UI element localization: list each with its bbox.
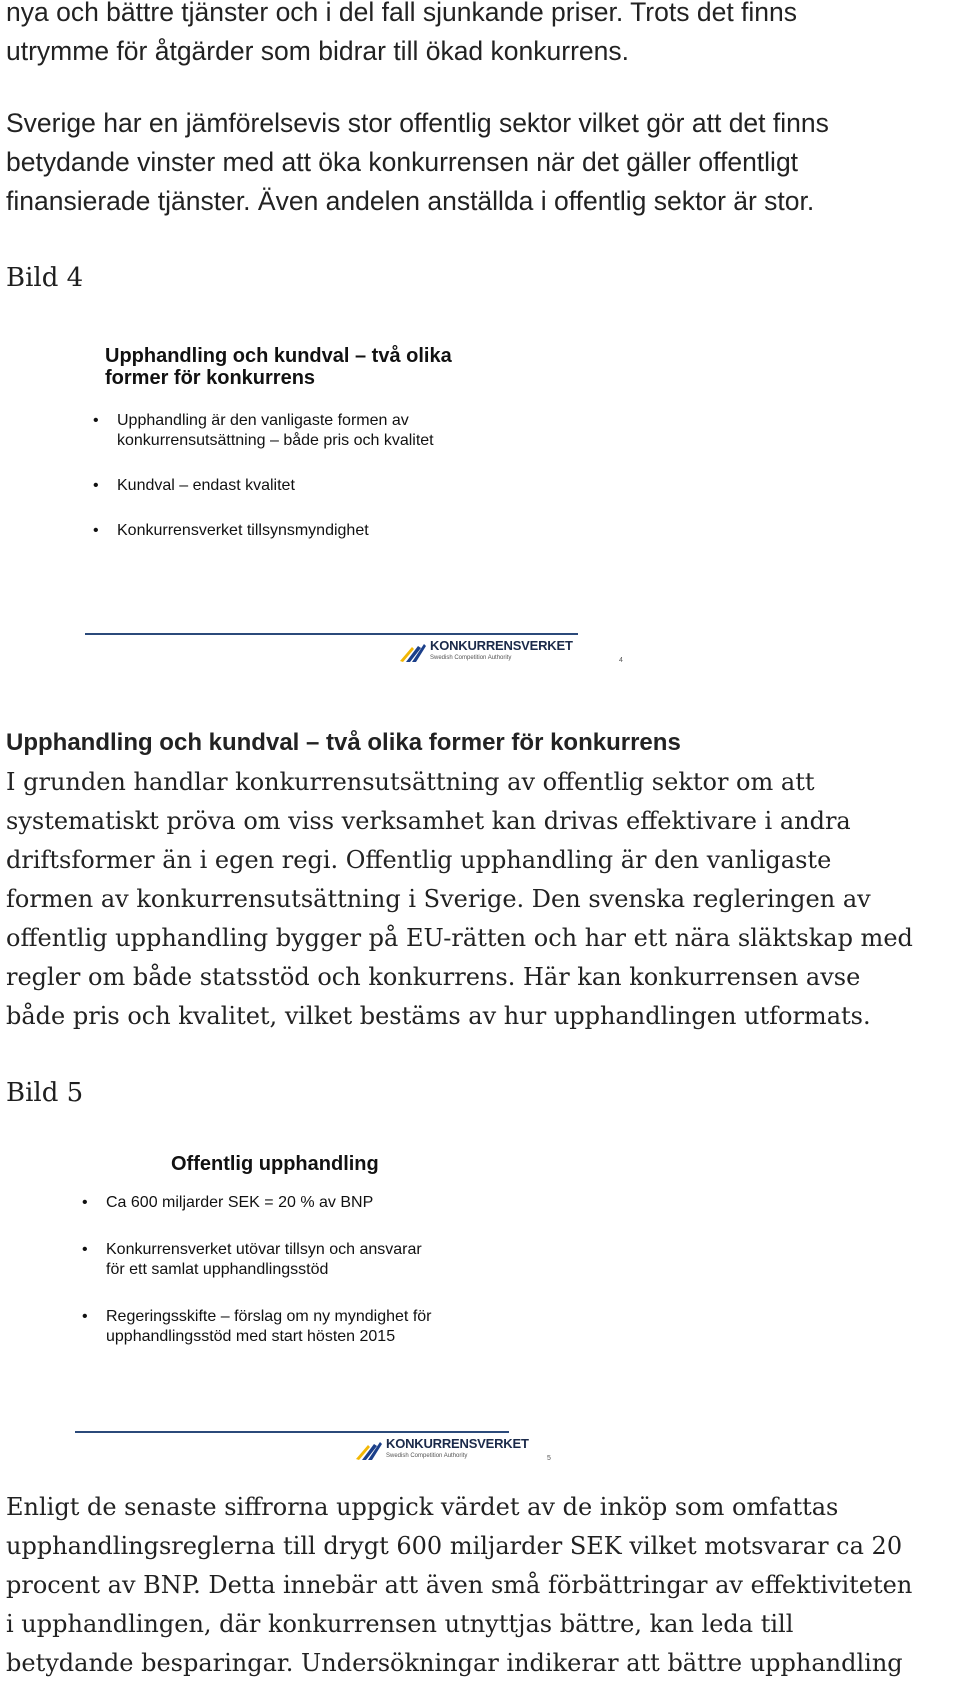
slide-bullet-item [82,1240,422,1280]
bullet-line: upphandlingsstöd med start hösten 2015 [106,1328,396,1345]
bullet-dot-icon: • [93,477,99,494]
text-line: offentlig upphandling bygger på EU-rätten och har ett nära släktskap med [6,924,913,952]
text-line: upphandlingsreglerna till drygt 600 miljarder SEK vilket motsvarar ca 20 [6,1532,903,1560]
bullet-line: Konkurrensverket tillsynsmyndighet [117,522,369,539]
section-title: Upphandling och kundval – två olika former för konkurrens [6,729,681,756]
text-line: utrymme för åtgärder som bidrar till ökad konkurrens. [6,36,629,66]
text-line: Enligt de senaste siffrorna uppgick värdet av de inköp som omfattas [6,1493,839,1521]
konkurrensverket-logo-icon [354,1439,384,1461]
bullet-dot-icon: • [82,1241,88,1258]
bullet-dot-icon: • [82,1194,88,1211]
slide-page-number: 4 [619,657,623,664]
text-line: finansierade tjänster. Även andelen anställda i offentlig sektor är stor. [6,186,815,216]
bullet-dot-icon: • [93,412,99,429]
text-line: I grunden handlar konkurrensutsättning av offentlig sektor om att [6,768,815,796]
text-line: formen av konkurrensutsättning i Sverige. Den svenska regleringen av [6,885,871,913]
bullet-line: för ett samlat upphandlingsstöd [106,1261,329,1278]
bullet-line: konkurrensutsättning – både pris och kvalitet [117,432,434,449]
bullet-dot-icon: • [82,1308,88,1325]
bullet-line: Regeringsskifte – förslag om ny myndighet för [106,1308,432,1325]
text-line: nya och bättre tjänster och i del fall sjunkande priser. Trots det finns [6,0,798,27]
bullet-line: Kundval – endast kvalitet [117,477,295,494]
text-line: systematiskt pröva om viss verksamhet kan drivas effektivare i andra [6,807,851,835]
bild5-heading: Bild 5 [6,1078,84,1108]
slide-title-line: former för konkurrens [105,367,316,389]
text-line: i upphandlingen, där konkurrensen utnyttjas bättre, kan leda till [6,1610,794,1638]
slide-bullet-item [82,1307,431,1347]
text-line: betydande besparingar. Undersökningar indikerar att bättre upphandling [6,1649,903,1677]
slide-title-line: Upphandling och kundval – två olika [105,345,452,367]
bullet-dot-icon: • [93,522,99,539]
slide-5-logo [354,1438,529,1462]
logo-name: KONKURRENSVERKET [430,638,573,653]
text-line: Sverige har en jämförelsevis stor offentlig sektor vilket gör att det finns [6,108,829,138]
slide-5-divider [75,1431,509,1433]
text-line: regler om både statsstöd och konkurrens. Här kan konkurrensen avse [6,963,861,991]
text-line: driftsformer än i egen regi. Offentlig upphandling är den vanligaste [6,846,832,874]
text-line: betydande vinster med att öka konkurrensen när det gäller offentligt [6,147,799,177]
text-line: procent av BNP. Detta innebär att även små förbättringar av effektiviteten [6,1571,913,1599]
closing-paragraph [6,1488,958,1683]
bullet-line: Ca 600 miljarder SEK = 20 % av BNP [106,1194,374,1211]
logo-subtitle: Swedish Competition Authority [430,655,512,661]
slide-5-title: Offentlig upphandling [171,1153,379,1175]
bullet-line: Konkurrensverket utövar tillsyn och ansvarar [106,1241,422,1258]
logo-subtitle: Swedish Competition Authority [386,1453,468,1459]
slide-bullet-item [82,1193,373,1213]
slide-page-number: 5 [547,1455,551,1462]
bild4-heading: Bild 4 [6,263,84,293]
bullet-line: Upphandling är den vanligaste formen av [117,412,409,429]
text-line: både pris och kvalitet, vilket bestäms av hur upphandlingen utformats. [6,1002,871,1030]
logo-name: KONKURRENSVERKET [386,1436,529,1451]
